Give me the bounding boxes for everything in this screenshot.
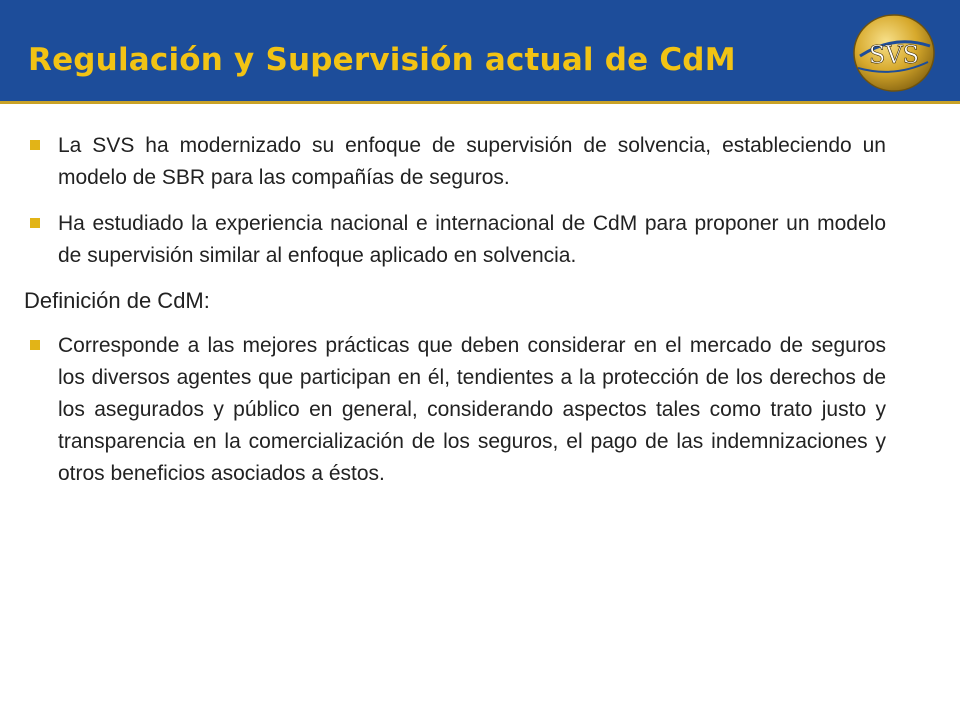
bullet-text: Ha estudiado la experiencia nacional e internacional de CdM para proponer un modelo de supervisión similar al enfoque aplicado en solvencia. — [58, 212, 886, 267]
section-heading: Definición de CdM: — [24, 288, 210, 313]
slide-header — [0, 0, 960, 104]
square-bullet-icon — [30, 140, 40, 150]
bullet-item — [24, 208, 886, 272]
square-bullet-icon — [30, 218, 40, 228]
slide-content — [24, 130, 886, 504]
square-bullet-icon — [30, 340, 40, 350]
logo-text: SVS — [868, 41, 920, 69]
svs-logo — [846, 6, 942, 98]
bullet-text: La SVS ha modernizado su enfoque de supervisión de solvencia, estableciendo un modelo de SBR para las compañías de seguros. — [58, 134, 886, 189]
slide-title: Regulación y Supervisión actual de CdM — [28, 42, 736, 78]
bullet-item — [24, 130, 886, 194]
bullet-item — [24, 330, 886, 490]
bullet-text: Corresponde a las mejores prácticas que deben considerar en el mercado de seguros los diversos agentes que participan en él, tendientes a la protección de los derechos de los asegurados y público en general, considerando aspectos tales como trato justo y transparencia en la comercialización de los seguros, el pago de las indemnizaciones y otros beneficios asociados a éstos. — [58, 334, 886, 485]
